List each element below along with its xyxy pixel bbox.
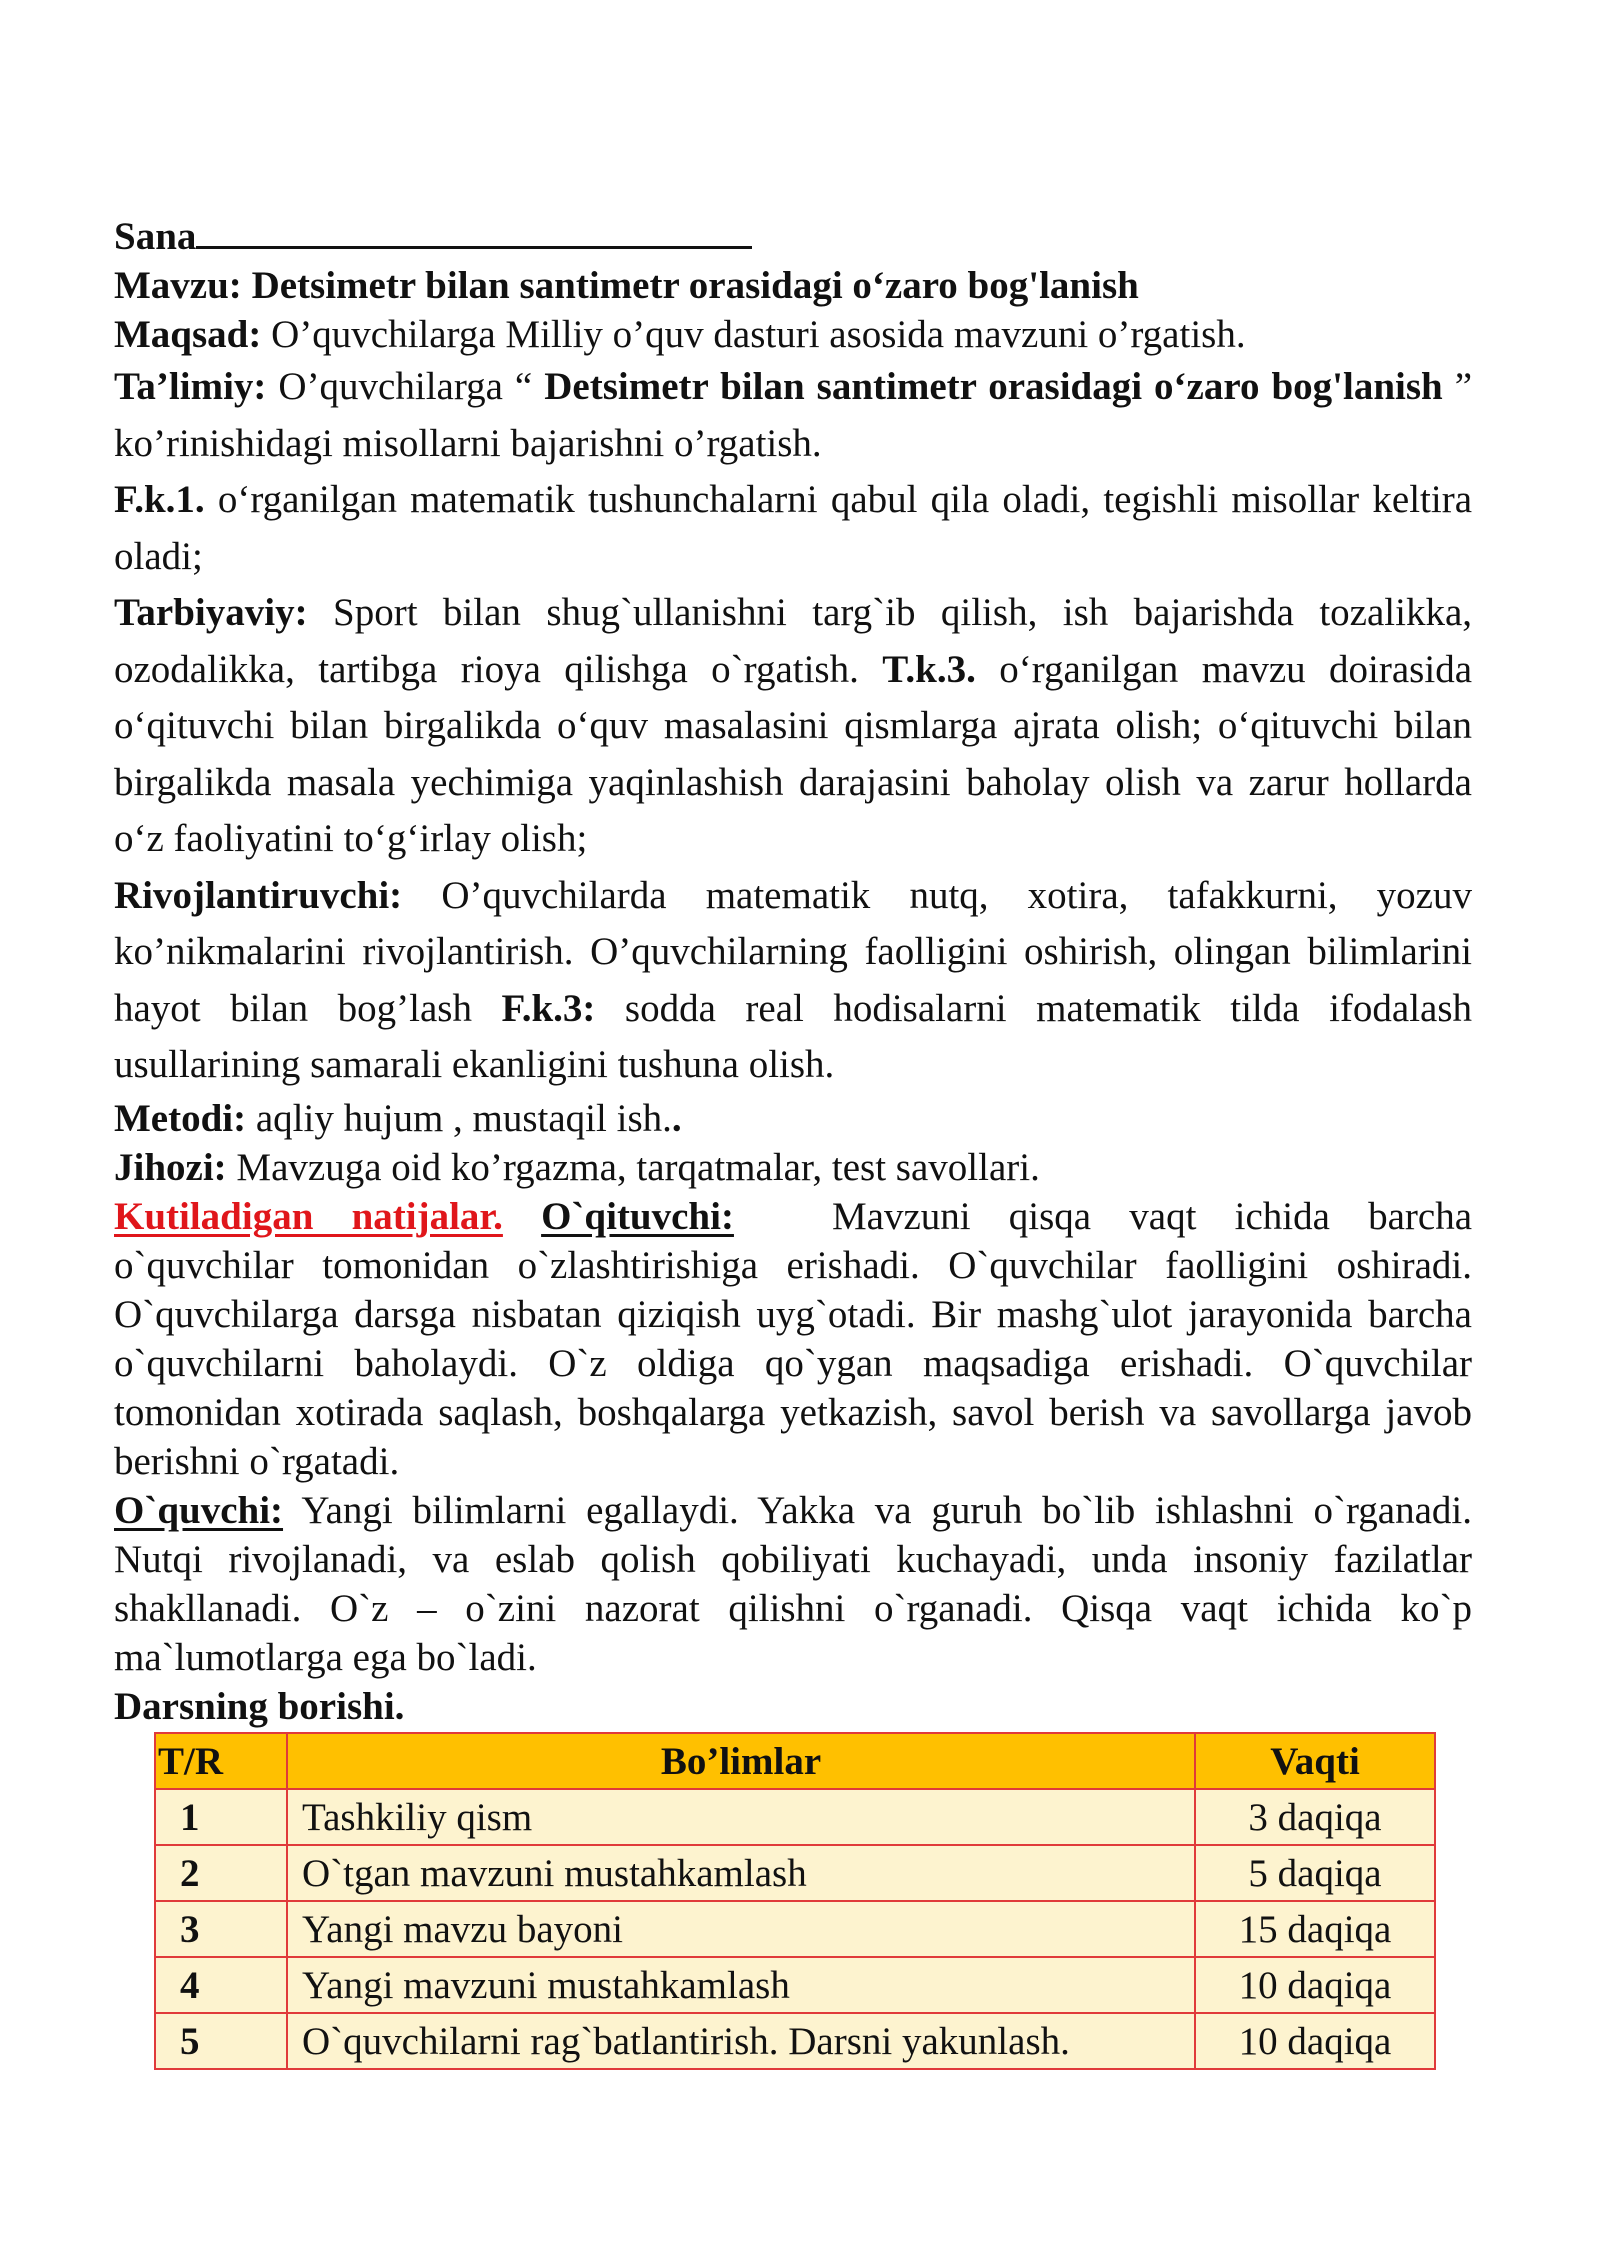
educational-topic: Detsimetr bilan santimetr orasidagi o‘zaro bog'lanish	[544, 365, 1443, 408]
expected-results-student	[114, 1486, 1472, 1682]
upbringing-label: Tarbiyaviy:	[114, 591, 308, 634]
lesson-flow-title: Darsning borishi.	[114, 1684, 405, 1728]
fk3-label: F.k.3:	[501, 986, 596, 1030]
table-row	[155, 1789, 1435, 1845]
methods-tail: .	[671, 1096, 682, 1140]
row-number: 4	[155, 1957, 287, 2013]
equipment-label: Jihozi:	[114, 1145, 227, 1189]
upbringing-text: Sport bilan shug`ullanishni targ`ib qilish, ish bajarishda tozalikka, ozodalikka, tartibga rioya qilishga o`rgatish.	[114, 591, 1473, 691]
topic-text: Detsimetr bilan santimetr orasidagi o‘zaro bog'lanish	[251, 264, 1139, 307]
goal-text: O’quvchilarga Milliy o’quv dasturi asosida mavzuni o’rgatish.	[271, 313, 1246, 356]
row-number: 5	[155, 2013, 287, 2069]
row-time: 15 daqiqa	[1195, 1901, 1435, 1957]
competence-fk1	[114, 472, 1472, 585]
equipment-text: Mavzuga oid ko’rgazma, tarqatmalar, test savollari.	[236, 1145, 1040, 1189]
row-section: O`quvchilarni rag`batlantirish. Darsni yakunlash.	[287, 2013, 1195, 2069]
table-row	[155, 1957, 1435, 2013]
row-time: 10 daqiqa	[1195, 1957, 1435, 2013]
date-blank	[196, 212, 752, 249]
goal-label: Maqsad:	[114, 313, 262, 356]
teacher-text: Mavzuni qisqa vaqt ichida barcha o`quvchilar tomonidan o`zlashtirishiga erishadi. O`quvchilar faolligini oshiradi. O`quvchilarga darsga nisbatan qiziqish uyg`otadi. Bir mashg`ulot jarayonida barcha o`quvchilarni baholaydi. O`z oldiga qo`ygan maqsadiga erishadi. O`quvchilar tomonidan xotirada saqlash, boshqalarga yetkazish, savol berish va savollarga javob berishni o`rgatadi.	[114, 1194, 1473, 1483]
row-section: Tashkiliy qism	[287, 1789, 1195, 1845]
student-text: Yangi bilimlarni egallaydi. Yakka va guruh bo`lib ishlashni o`rganadi. Nutqi rivojlanadi, va eslab qolish qobiliyati kuchayadi, unda insoniy fazilatlar shakllanadi. O`z – o`zini nazorat qilishni o`rganadi. Qisqa vaqt ichida ko`p ma`lumotlarga ega bo`ladi.	[114, 1488, 1472, 1679]
date-line	[114, 212, 1472, 261]
fk3-text: sodda real hodisalarni matematik tilda ifodalash usullarining samarali ekanligini tushuna olish.	[114, 986, 1473, 1086]
educational-label: Ta’limiy:	[114, 365, 267, 408]
lesson-plan-body	[114, 212, 1472, 1731]
developmental-label: Rivojlantiruvchi:	[114, 873, 403, 917]
developmental-goal	[114, 868, 1472, 1094]
header-number: T/R	[155, 1733, 287, 1789]
row-number: 2	[155, 1845, 287, 1901]
row-section: O`tgan mavzuni mustahkamlash	[287, 1845, 1195, 1901]
table-row	[155, 1901, 1435, 1957]
table-header-row	[155, 1733, 1435, 1789]
row-number: 3	[155, 1901, 287, 1957]
header-time: Vaqti	[1195, 1733, 1435, 1789]
equipment-line	[114, 1143, 1472, 1192]
date-label: Sana	[114, 215, 197, 258]
header-sections: Bo’limlar	[287, 1733, 1195, 1789]
upbringing-goal	[114, 585, 1472, 868]
expected-results-teacher	[114, 1192, 1472, 1486]
lesson-flow-table	[154, 1732, 1436, 2070]
row-time: 3 daqiqa	[1195, 1789, 1435, 1845]
goal-line	[114, 310, 1472, 359]
row-section: Yangi mavzu bayoni	[287, 1901, 1195, 1957]
tk3-text: o‘rganilgan mavzu doirasida o‘qituvchi bilan birgalikda o‘quv masalasini qismlarga ajrata olish; o‘qituvchi bilan birgalikda masala yechimiga yaqinlashish darajasini baholay olish va zarur hollarda o‘z faoliyatini to‘g‘irlay olish;	[114, 647, 1472, 860]
topic-label: Mavzu:	[114, 264, 242, 307]
table-row	[155, 2013, 1435, 2069]
row-time: 10 daqiqa	[1195, 2013, 1435, 2069]
student-label: O`quvchi:	[114, 1488, 284, 1532]
educational-pre: O’quvchilarga “	[278, 365, 533, 408]
tk3-label: T.k.3.	[882, 647, 976, 691]
topic-line	[114, 261, 1472, 310]
fk1-text: o‘rganilgan matematik tushunchalarni qabul qila oladi, tegishli misollar keltira oladi;	[114, 478, 1473, 578]
row-section: Yangi mavzuni mustahkamlash	[287, 1957, 1195, 2013]
educational-goal	[114, 359, 1472, 472]
table-row	[155, 1845, 1435, 1901]
developmental-text: O’quvchilarda matematik nutq, xotira, tafakkurni, yozuv ko’nikmalarini rivojlantirish. O’quvchilarning faolligini oshirish, olingan bilimlarini hayot bilan bog’lash	[114, 873, 1472, 1030]
row-time: 5 daqiqa	[1195, 1845, 1435, 1901]
methods-label: Metodi:	[114, 1096, 247, 1140]
row-number: 1	[155, 1789, 287, 1845]
educational-post: ” ko’rinishidagi misollarni bajarishni o’rgatish.	[114, 365, 1473, 465]
teacher-label: O`qituvchi:	[541, 1194, 734, 1238]
methods-line	[114, 1094, 1472, 1143]
methods-text: aqliy hujum , mustaqil ish.	[246, 1096, 672, 1140]
expected-results-label: Kutiladigan natijalar.	[114, 1194, 503, 1238]
fk1-label: F.k.1.	[114, 478, 205, 521]
